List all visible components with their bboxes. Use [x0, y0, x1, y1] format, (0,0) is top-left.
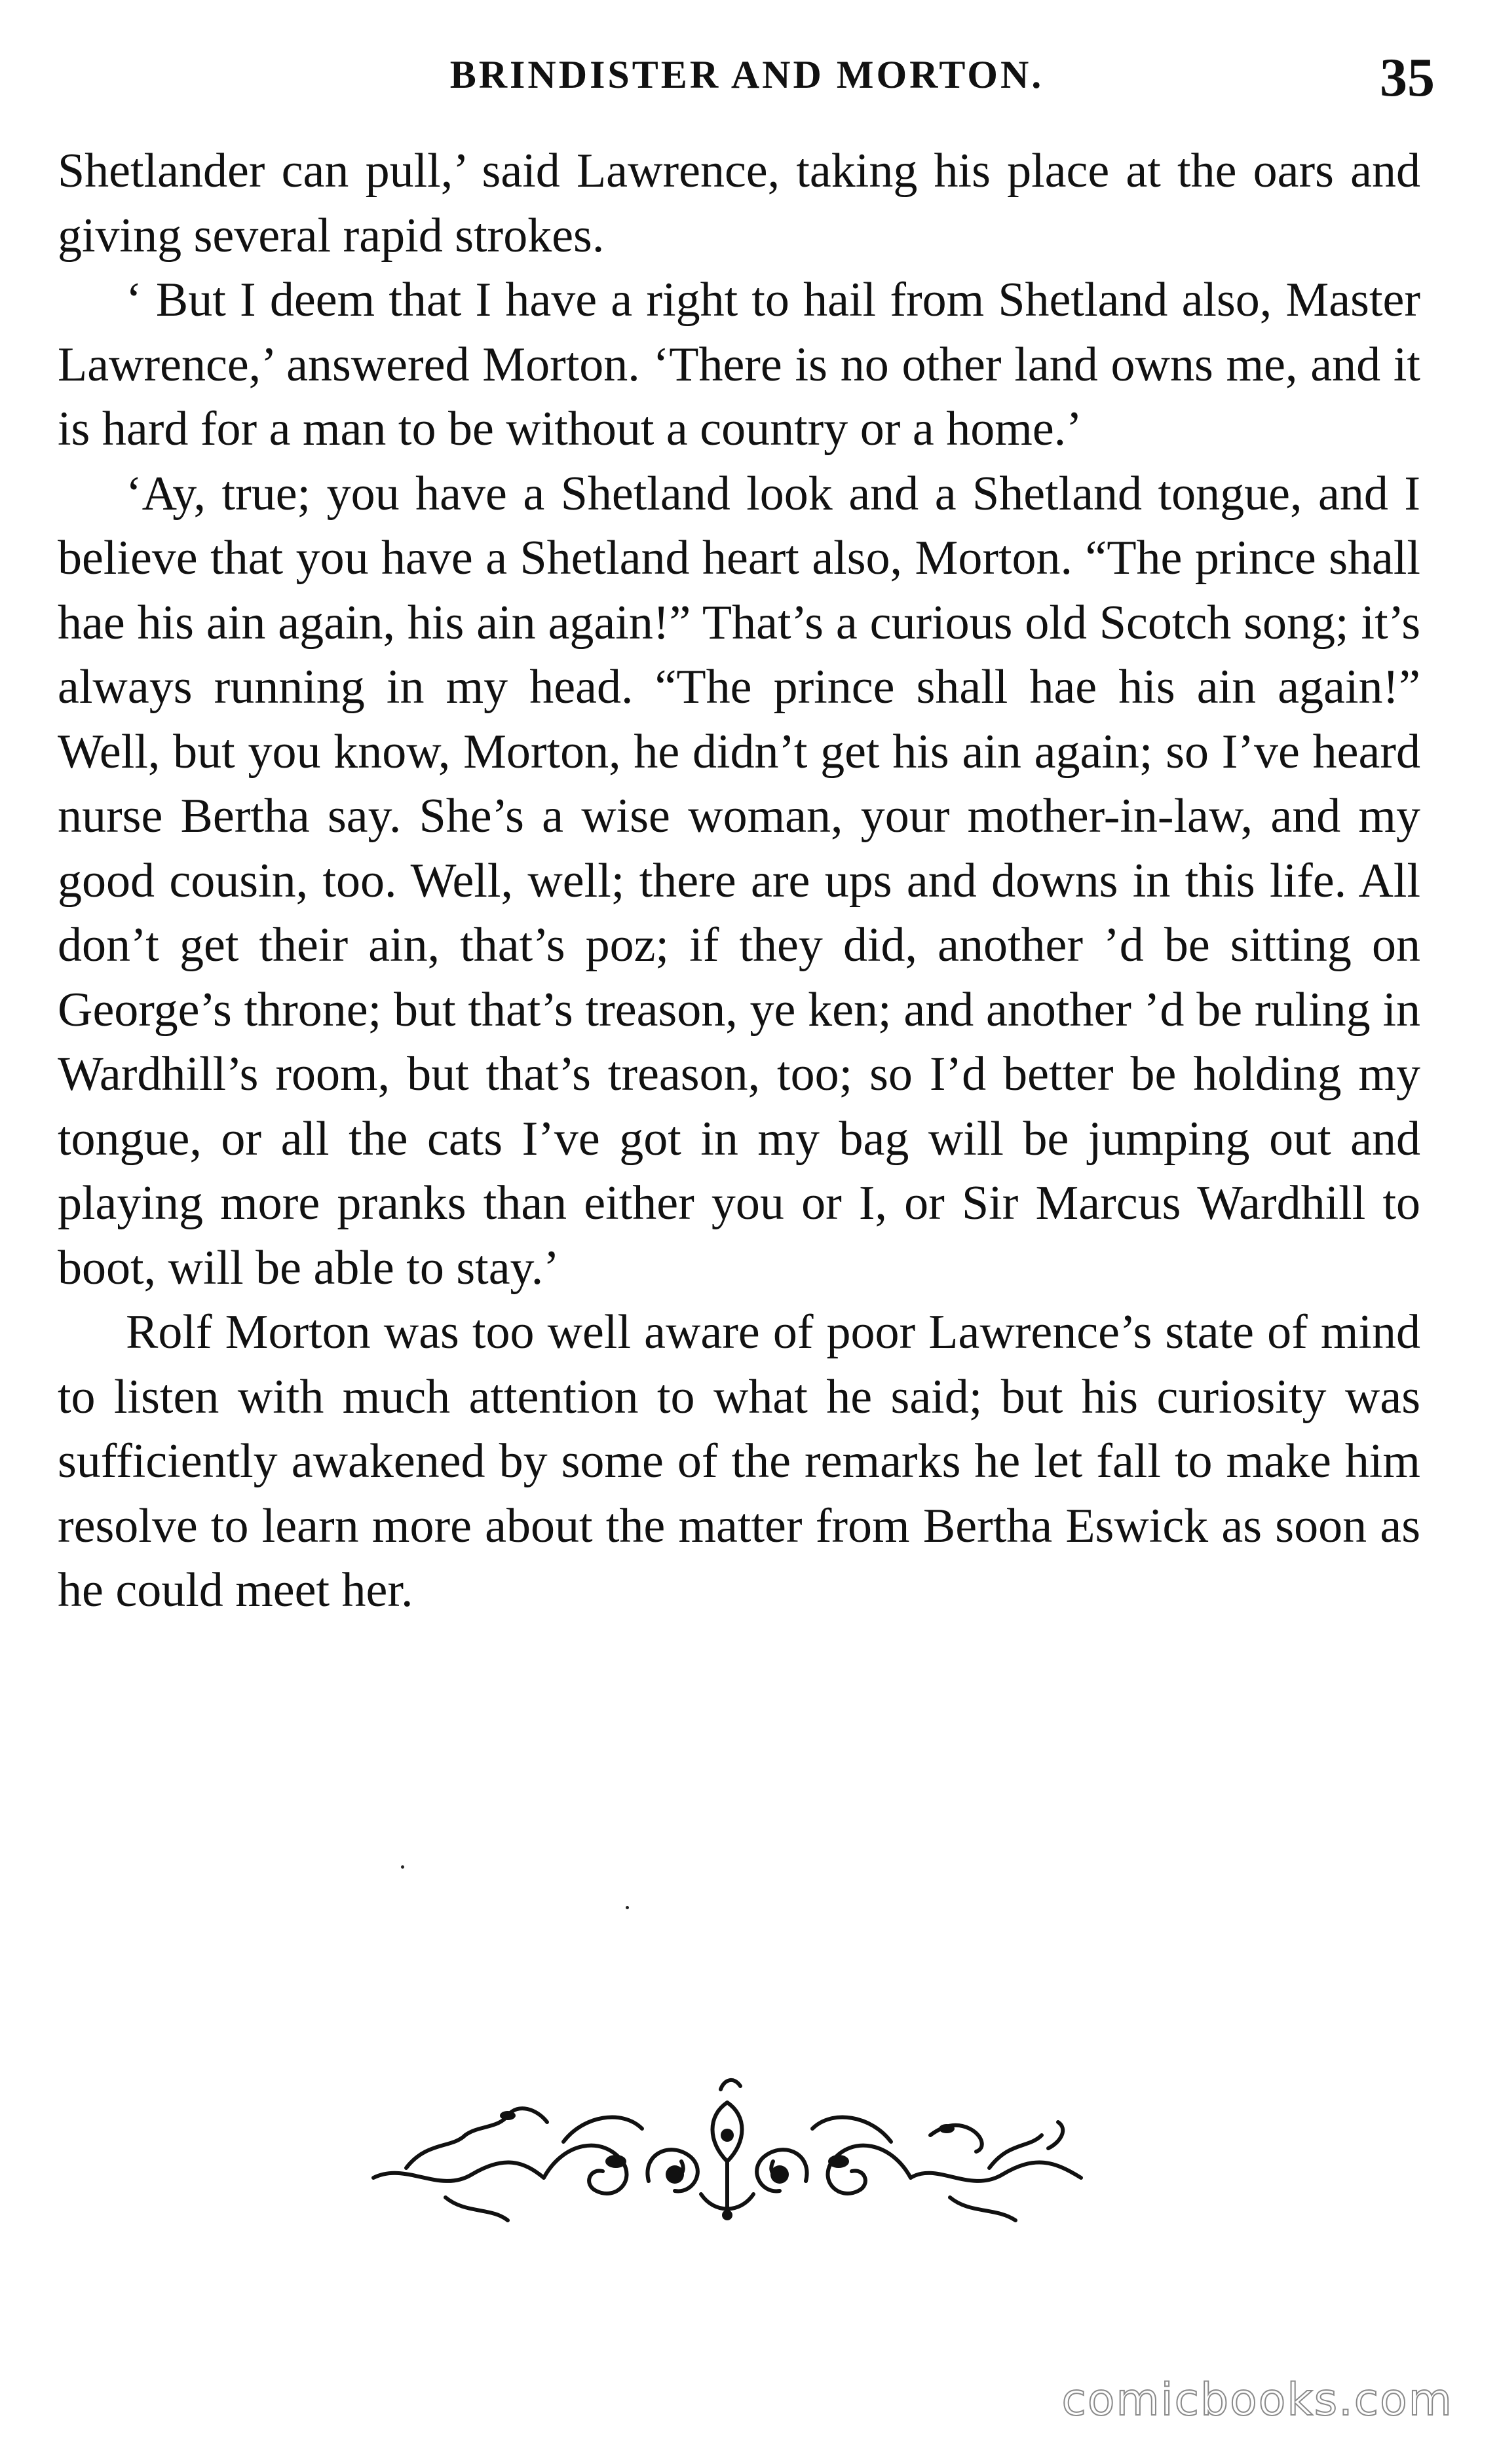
running-header	[59, 46, 1435, 118]
paragraph-2: ‘ But I deem that I have a right to hail from Shetland also, Master Lawrence,’ answered Morton. ‘There is no other land owns me, and it is hard for a man to be without a country or a home.’	[58, 273, 1420, 456]
paragraph-1: Shetlander can pull,’ said Lawrence, taking his place at the oars and giving several rapid strokes.	[58, 144, 1420, 263]
paragraph-3: ‘Ay, true; you have a Shetland look and a Shetland tongue, and I believe that you have a Shetland heart also, Morton. “The prince shall hae his ain again, his ain again!” That’s a curious old Scotch song; it’s always running in my head. “The prince shall hae his ain again!” Well, but you know, Morton, he didn’t get his ain again; so I’ve heard nurse Bertha say. She’s a wise woman, your mother-in-law, and my good cousin, too. Well, well; there are ups and downs in this life. All don’t get their ain, that’s poz; if they did, another ’d be sitting on George’s throne; but that’s treason, ye ken; and another ’d be ruling in Wardhill’s room, but that’s treason, too; so I’d better be holding my tongue, or all the cats I’ve got in my bag will be jumping out and playing more pranks than either you or I, or Sir Marcus Wardhill to boot, will be able to stay.’	[58, 466, 1420, 1295]
running-title: BRINDISTER AND MORTON.	[449, 53, 1044, 96]
ink-speck	[626, 1906, 629, 1909]
body-text	[58, 139, 1420, 1623]
paragraph-4: Rolf Morton was too well aware of poor Lawrence’s state of mind to listen with much attention to what he said; but his curiosity was sufficiently awakened by some of the remarks he let fall to make him resolve to learn more about the matter from Bertha Eswick as soon as he could meet her.	[58, 1305, 1420, 1617]
floral-tailpiece-ornament-icon	[367, 2063, 1088, 2240]
watermark-text: comicbooks.com	[1061, 2374, 1453, 2426]
page-number: 35	[1380, 47, 1435, 108]
ink-speck	[401, 1865, 404, 1869]
